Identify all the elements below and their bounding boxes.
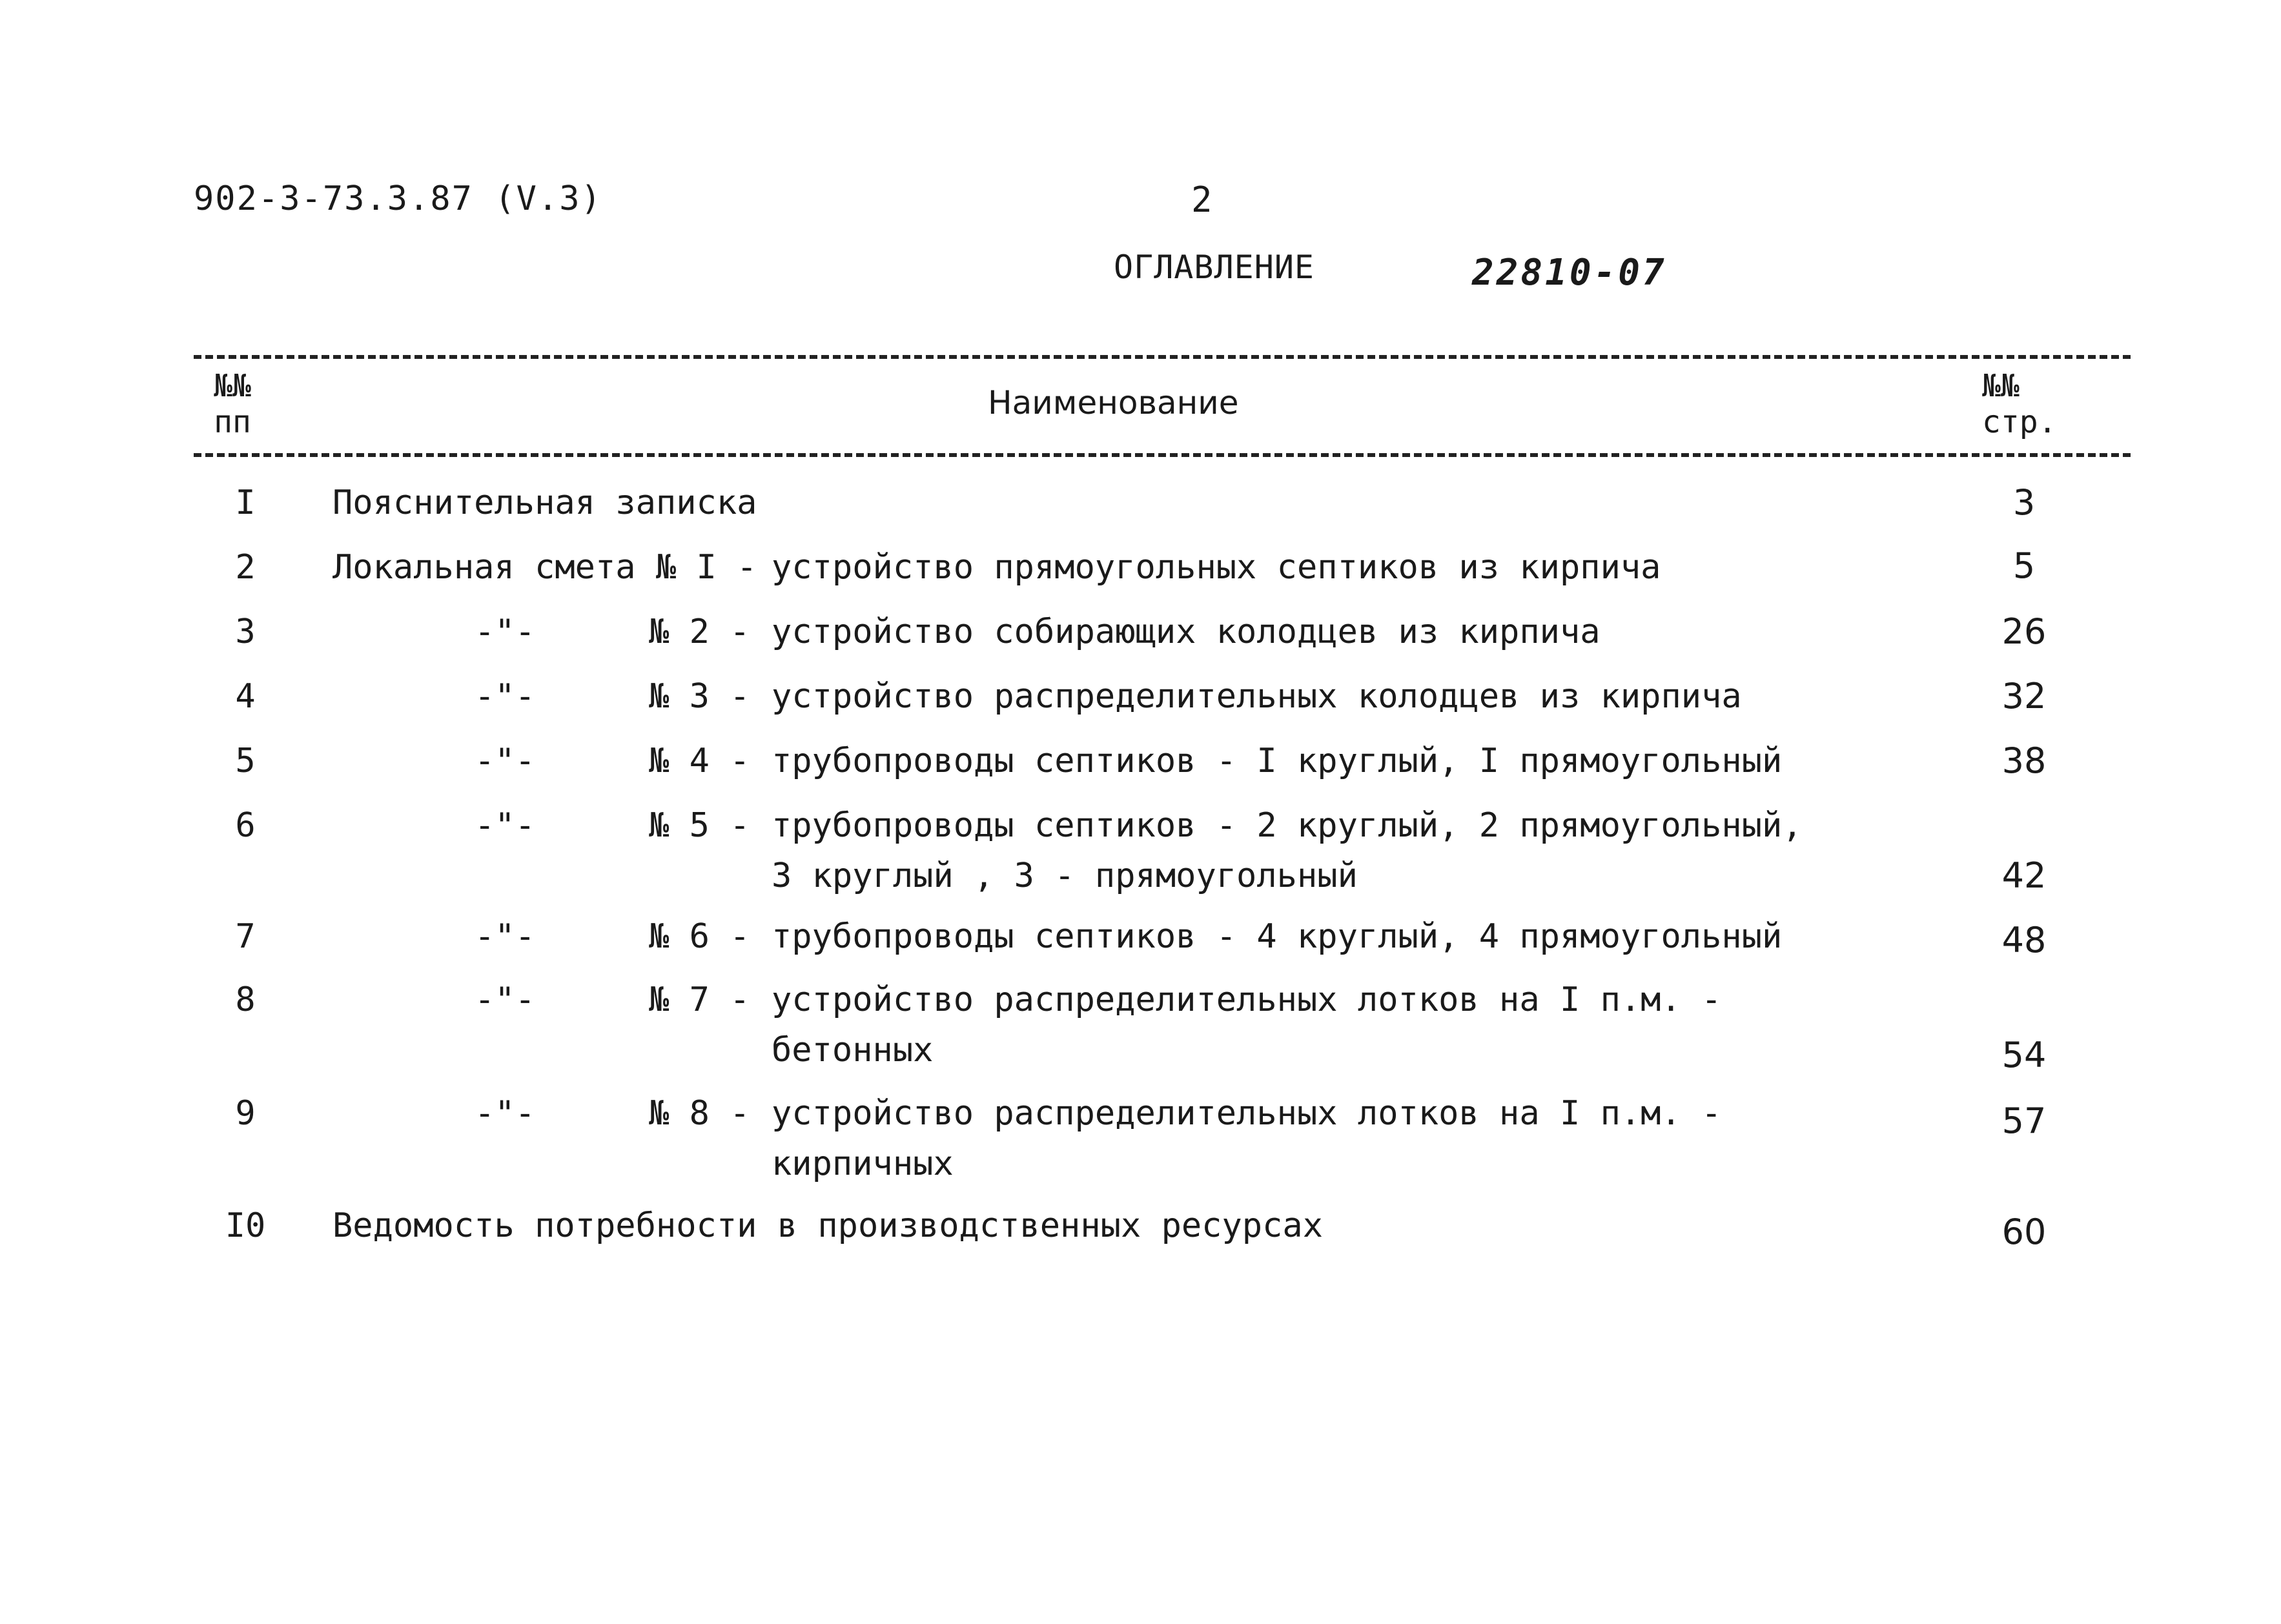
row-number: 6	[235, 806, 256, 845]
page-number: 2	[1191, 179, 1212, 220]
estimate-number: № 4 -	[649, 742, 750, 780]
header-page-line1: №№	[1982, 368, 2020, 404]
ditto-mark: -"-	[475, 806, 535, 845]
header-number-column	[213, 368, 252, 440]
ditto-mark: -"-	[475, 677, 535, 716]
estimate-number: № 8 -	[649, 1094, 750, 1133]
registration-number: 22810-07	[1472, 252, 1667, 294]
ditto-mark: -"-	[475, 1094, 535, 1133]
row-page-number: 32	[2001, 676, 2047, 716]
row-page-number: 60	[2001, 1212, 2047, 1252]
row-description-continued: 3 круглый , 3 - прямоугольный	[772, 857, 1358, 895]
row-number: 7	[235, 917, 256, 956]
header-page-line2: стр.	[1982, 404, 2057, 440]
header-page-column	[1982, 368, 2057, 440]
row-number: 8	[235, 980, 256, 1019]
row-page-number: 38	[2001, 740, 2047, 781]
row-number: 5	[235, 742, 256, 780]
row-description-continued: бетонных	[772, 1031, 934, 1070]
estimate-number: № 5 -	[649, 806, 750, 845]
row-description: устройство распределительных лотков на I п.м. -	[772, 1094, 1722, 1133]
ditto-mark: -"-	[475, 613, 535, 651]
row-description: трубопроводы септиков - I круглый, I прямоугольный	[772, 742, 1783, 780]
ditto-mark: -"-	[475, 917, 535, 956]
ditto-mark: -"-	[475, 742, 535, 780]
row-title: Локальная смета № I -	[332, 548, 757, 587]
row-number: 2	[235, 548, 256, 587]
row-number: 3	[235, 613, 256, 651]
header-number-line2: пп	[214, 404, 251, 440]
row-number: 4	[235, 677, 256, 716]
row-number: I	[235, 483, 256, 522]
ditto-mark: -"-	[475, 980, 535, 1019]
row-page-number: 26	[2001, 611, 2047, 652]
row-description-continued: кирпичных	[772, 1144, 954, 1183]
row-number: I0	[225, 1206, 266, 1245]
toc-title: ОГЛАВЛЕНИЕ	[1114, 249, 1315, 286]
row-description: устройство прямоугольных септиков из кирпича	[772, 548, 1661, 587]
header-name-column: Наименование	[988, 384, 1239, 421]
row-description: устройство собирающих колодцев из кирпича	[772, 613, 1601, 651]
row-description: трубопроводы септиков - 2 круглый, 2 прямоугольный,	[772, 806, 1803, 845]
estimate-number: № 7 -	[649, 980, 750, 1019]
estimate-number: № 6 -	[649, 917, 750, 956]
row-title: Пояснительная записка	[332, 483, 757, 522]
table-top-divider	[194, 355, 2131, 359]
table-header-divider	[194, 453, 2131, 457]
row-number: 9	[235, 1094, 256, 1133]
header-number-line1: №№	[214, 368, 251, 404]
row-page-number: 42	[2001, 855, 2047, 896]
row-title: Ведомость потребности в производственных ресурсах	[332, 1206, 1324, 1245]
row-description: трубопроводы септиков - 4 круглый, 4 прямоугольный	[772, 917, 1783, 956]
row-page-number: 5	[2012, 545, 2036, 586]
row-description: устройство распределительных колодцев из кирпича	[772, 677, 1742, 716]
document-code: 902-3-73.3.87 (V.3)	[194, 179, 602, 218]
row-description: устройство распределительных лотков на I п.м. -	[772, 980, 1722, 1019]
row-page-number: 54	[2001, 1035, 2047, 1075]
row-page-number: 57	[2001, 1101, 2047, 1141]
row-page-number: 3	[2012, 482, 2036, 523]
row-page-number: 48	[2001, 920, 2047, 960]
estimate-number: № 2 -	[649, 613, 750, 651]
estimate-number: № 3 -	[649, 677, 750, 716]
